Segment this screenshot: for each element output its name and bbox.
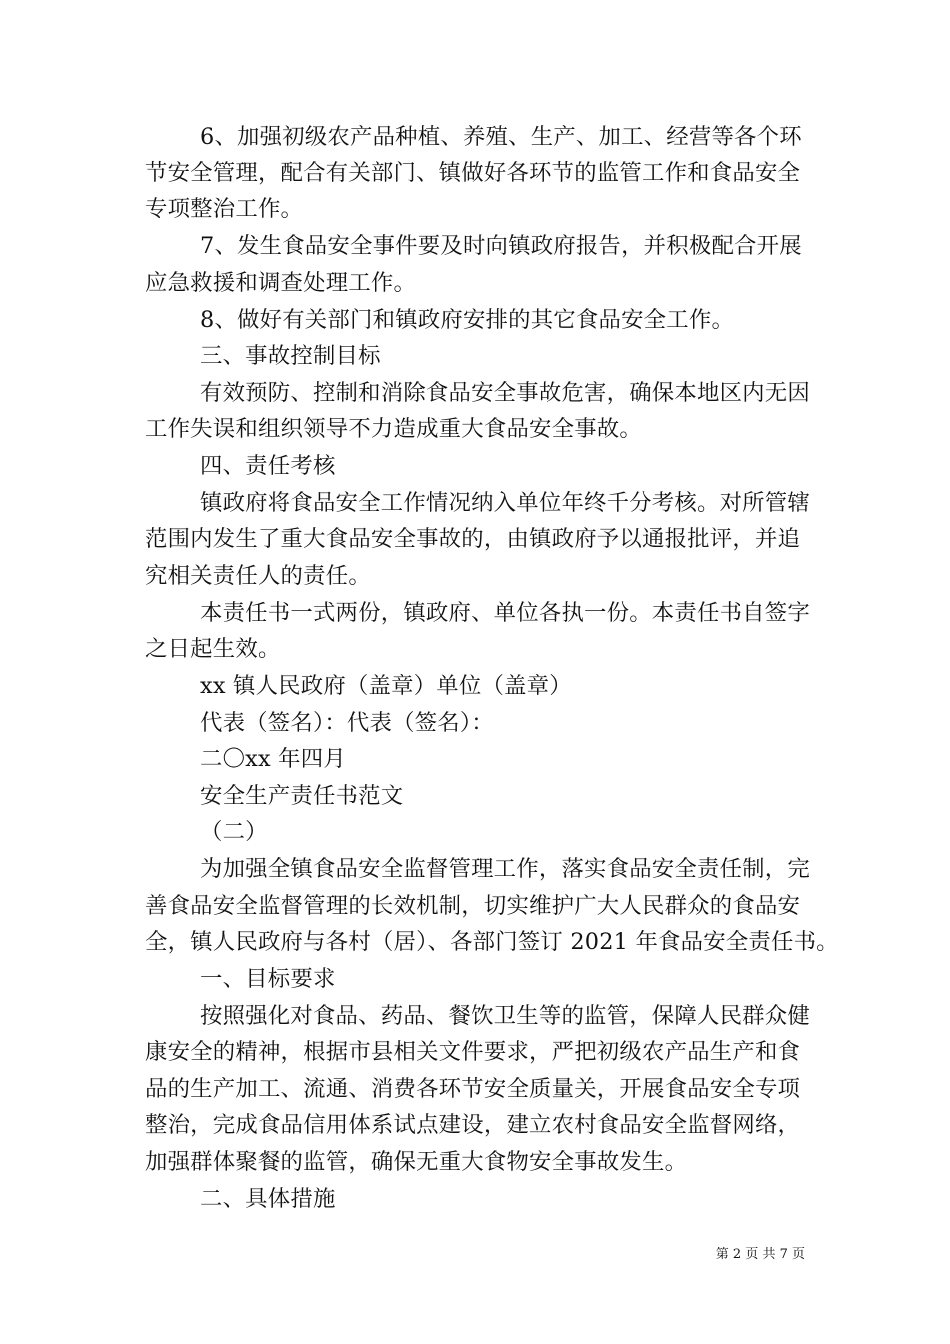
paragraph-line: 按照强化对食品、药品、餐饮卫生等的监管，保障人民群众健	[200, 1003, 810, 1029]
paragraph-line: 应急救援和调查处理工作。	[145, 270, 417, 296]
paragraph-line: 范围内发生了重大食品安全事故的，由镇政府予以通报批评，并追	[145, 526, 801, 552]
paragraph-line: 有效预防、控制和消除食品安全事故危害，确保本地区内无因	[200, 380, 810, 406]
paragraph-line: 全，镇人民政府与各村（居）、各部门签订 2021 年食品安全责任书。	[145, 929, 839, 955]
paragraph-line: 究相关责任人的责任。	[145, 563, 371, 589]
date-line: 二〇xx 年四月	[200, 746, 346, 772]
paragraph-line: 善食品安全监督管理的长效机制，切实维护广大人民群众的食品安	[145, 893, 801, 919]
paragraph-line: 本责任书一式两份，镇政府、单位各执一份。本责任书自签字	[200, 600, 810, 626]
paragraph-line: 之日起生效。	[145, 636, 281, 662]
paragraph-line: 加强群体聚餐的监管，确保无重大食物安全事故发生。	[145, 1149, 688, 1175]
document-title: 安全生产责任书范文	[200, 783, 404, 809]
paragraph-line: 7、发生食品安全事件要及时向镇政府报告，并积极配合开展	[200, 233, 802, 259]
paragraph-line: 专项整治工作。	[145, 196, 304, 222]
paragraph-line: 整治，完成食品信用体系试点建设，建立农村食品安全监督网络，	[145, 1112, 801, 1138]
paragraph-line: 镇政府将食品安全工作情况纳入单位年终千分考核。对所管辖	[200, 490, 810, 516]
section-heading: 三、事故控制目标	[200, 343, 381, 369]
signature-line: 代表（签名）：代表（签名）：	[200, 710, 494, 736]
paragraph-line: 6、加强初级农产品种植、养殖、生产、加工、经营等各个环	[200, 124, 802, 150]
section-heading: 二、具体措施	[200, 1186, 336, 1212]
paragraph-line: 8、做好有关部门和镇政府安排的其它食品安全工作。	[200, 307, 735, 333]
signature-line: xx 镇人民政府（盖章）单位（盖章）	[200, 673, 572, 699]
section-heading: 四、责任考核	[200, 453, 336, 479]
document-subtitle: （二）	[200, 819, 268, 845]
section-heading: 一、目标要求	[200, 966, 336, 992]
paragraph-line: 品的生产加工、流通、消费各环节安全质量关，开展食品安全专项	[145, 1076, 801, 1102]
page-number: 第 2 页 共 7 页	[715, 1247, 805, 1262]
paragraph-line: 为加强全镇食品安全监督管理工作，落实食品安全责任制，完	[200, 856, 810, 882]
paragraph-line: 工作失误和组织领导不力造成重大食品安全事故。	[145, 416, 642, 442]
paragraph-line: 康安全的精神，根据市县相关文件要求，严把初级农产品生产和食	[145, 1039, 801, 1065]
paragraph-line: 节安全管理，配合有关部门、镇做好各环节的监管工作和食品安全	[145, 160, 801, 186]
